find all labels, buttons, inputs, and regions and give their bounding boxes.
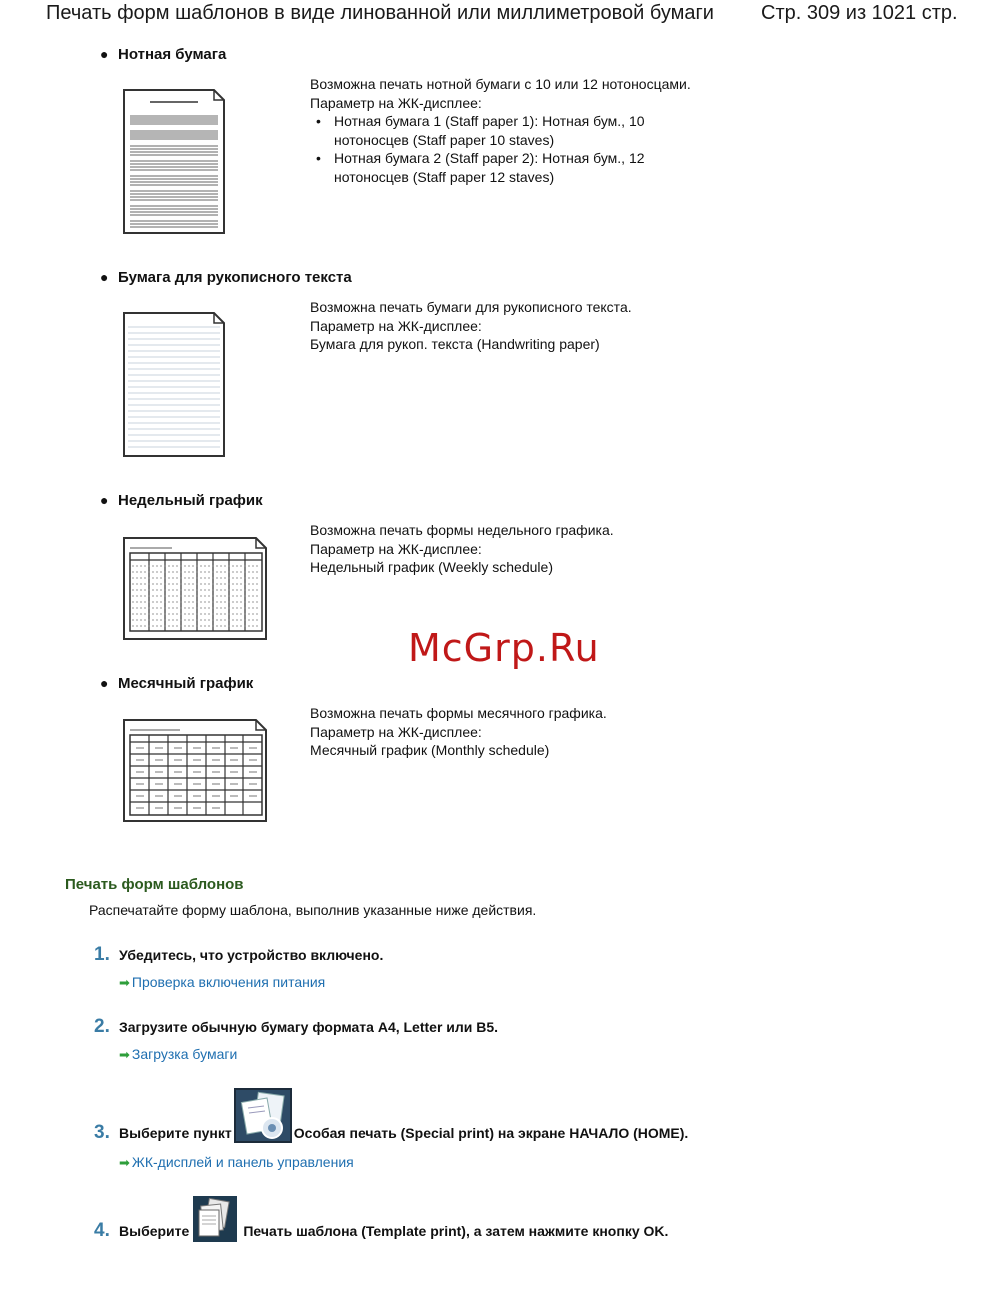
step-number: 4. (94, 1220, 110, 1241)
step-text-after: Особая печать (Special print) на экране НАЧАЛО (HOME). (293, 1125, 689, 1141)
step-1 (94, 944, 383, 966)
right-arrow-icon: ➡ (119, 1155, 130, 1170)
page-number: Стр. 309 из 1021 стр. (761, 2, 958, 24)
list-item: • Нотная бумага 1 (Staff paper 1): Нотная бум., 10 нотоносцев (Staff paper 10 staves) (316, 113, 645, 148)
list-item: • Нотная бумага 2 (Staff paper 2): Нотная бум., 12 нотоносцев (Staff paper 12 staves) (316, 150, 645, 185)
bullet-dot-icon: ● (100, 675, 109, 691)
bullet-dot-icon: ● (100, 492, 109, 508)
step-number: 3. (94, 1122, 110, 1143)
weekly-schedule-thumbnail (122, 536, 270, 642)
step-text-after: Печать шаблона (Template print), а затем нажмите кнопку OK. (243, 1223, 669, 1239)
right-arrow-icon: ➡ (119, 975, 130, 990)
special-print-icon (232, 1088, 294, 1144)
procedure-heading: Печать форм шаблонов (65, 876, 244, 893)
handwriting-paper-thumbnail (122, 311, 227, 459)
bullet-dot-icon: ● (100, 46, 109, 62)
step-text-before: Выберите (119, 1223, 190, 1239)
section-title-staff-paper: ● Нотная бумага (100, 46, 227, 63)
step-4 (94, 1196, 668, 1242)
bullet-dot-icon: • (316, 113, 321, 129)
link-load-paper[interactable]: ➡ Загрузка бумаги (119, 1046, 238, 1062)
right-arrow-icon: ➡ (119, 1047, 130, 1062)
step-text: Загрузите обычную бумагу формата A4, Letter или B5. (119, 1019, 499, 1035)
document-title: Печать форм шаблонов в виде линованной или миллиметровой бумаги (46, 2, 714, 24)
watermark: McGrp.Ru (408, 626, 600, 670)
step-text: Убедитесь, что устройство включено. (119, 947, 384, 963)
monthly-schedule-thumbnail (122, 718, 270, 824)
step-number: 1. (94, 944, 110, 965)
section-title-monthly-schedule: ● Месячный график (100, 675, 254, 692)
section-description-monthly-schedule: Возможна печать формы месячного графика. Параметр на ЖК-дисплее: Месячный график (Monthly schedule) (310, 705, 607, 758)
section-title-weekly-schedule: ● Недельный график (100, 492, 263, 509)
staff-paper-thumbnail (122, 88, 227, 236)
link-power-check[interactable]: ➡ Проверка включения питания (119, 974, 326, 990)
step-3 (94, 1088, 688, 1144)
bullet-dot-icon: • (316, 150, 321, 166)
section-description-handwriting-paper: Возможна печать бумаги для рукописного текста. Параметр на ЖК-дисплее: Бумага для рукоп. текста (Handwriting paper) (310, 299, 632, 352)
step-number: 2. (94, 1016, 110, 1037)
link-lcd-panel[interactable]: ➡ ЖК-дисплей и панель управления (119, 1154, 354, 1170)
section-description-weekly-schedule: Возможна печать формы недельного графика. Параметр на ЖК-дисплее: Недельный график (Weekly schedule) (310, 522, 614, 575)
template-print-icon (193, 1196, 237, 1242)
step-2 (94, 1016, 498, 1038)
page-header (0, 2, 1000, 30)
step-text-before: Выберите пункт (119, 1125, 232, 1141)
section-description-staff-paper: Возможна печать нотной бумаги с 10 или 12 нотоносцами. Параметр на ЖК-дисплее: • Нотная бумага 1 (Staff paper 1): Нотная бум., 10 нотоносцев (Staff paper 10 staves) • Нотная бумага 2 (Staff paper 2): Нотная бум., 12 нотоносцев (Staff paper 12 staves) (310, 75, 730, 186)
section-title-handwriting-paper: ● Бумага для рукописного текста (100, 269, 352, 286)
procedure-intro: Распечатайте форму шаблона, выполнив указанные ниже действия. (89, 902, 537, 918)
bullet-dot-icon: ● (100, 269, 109, 285)
